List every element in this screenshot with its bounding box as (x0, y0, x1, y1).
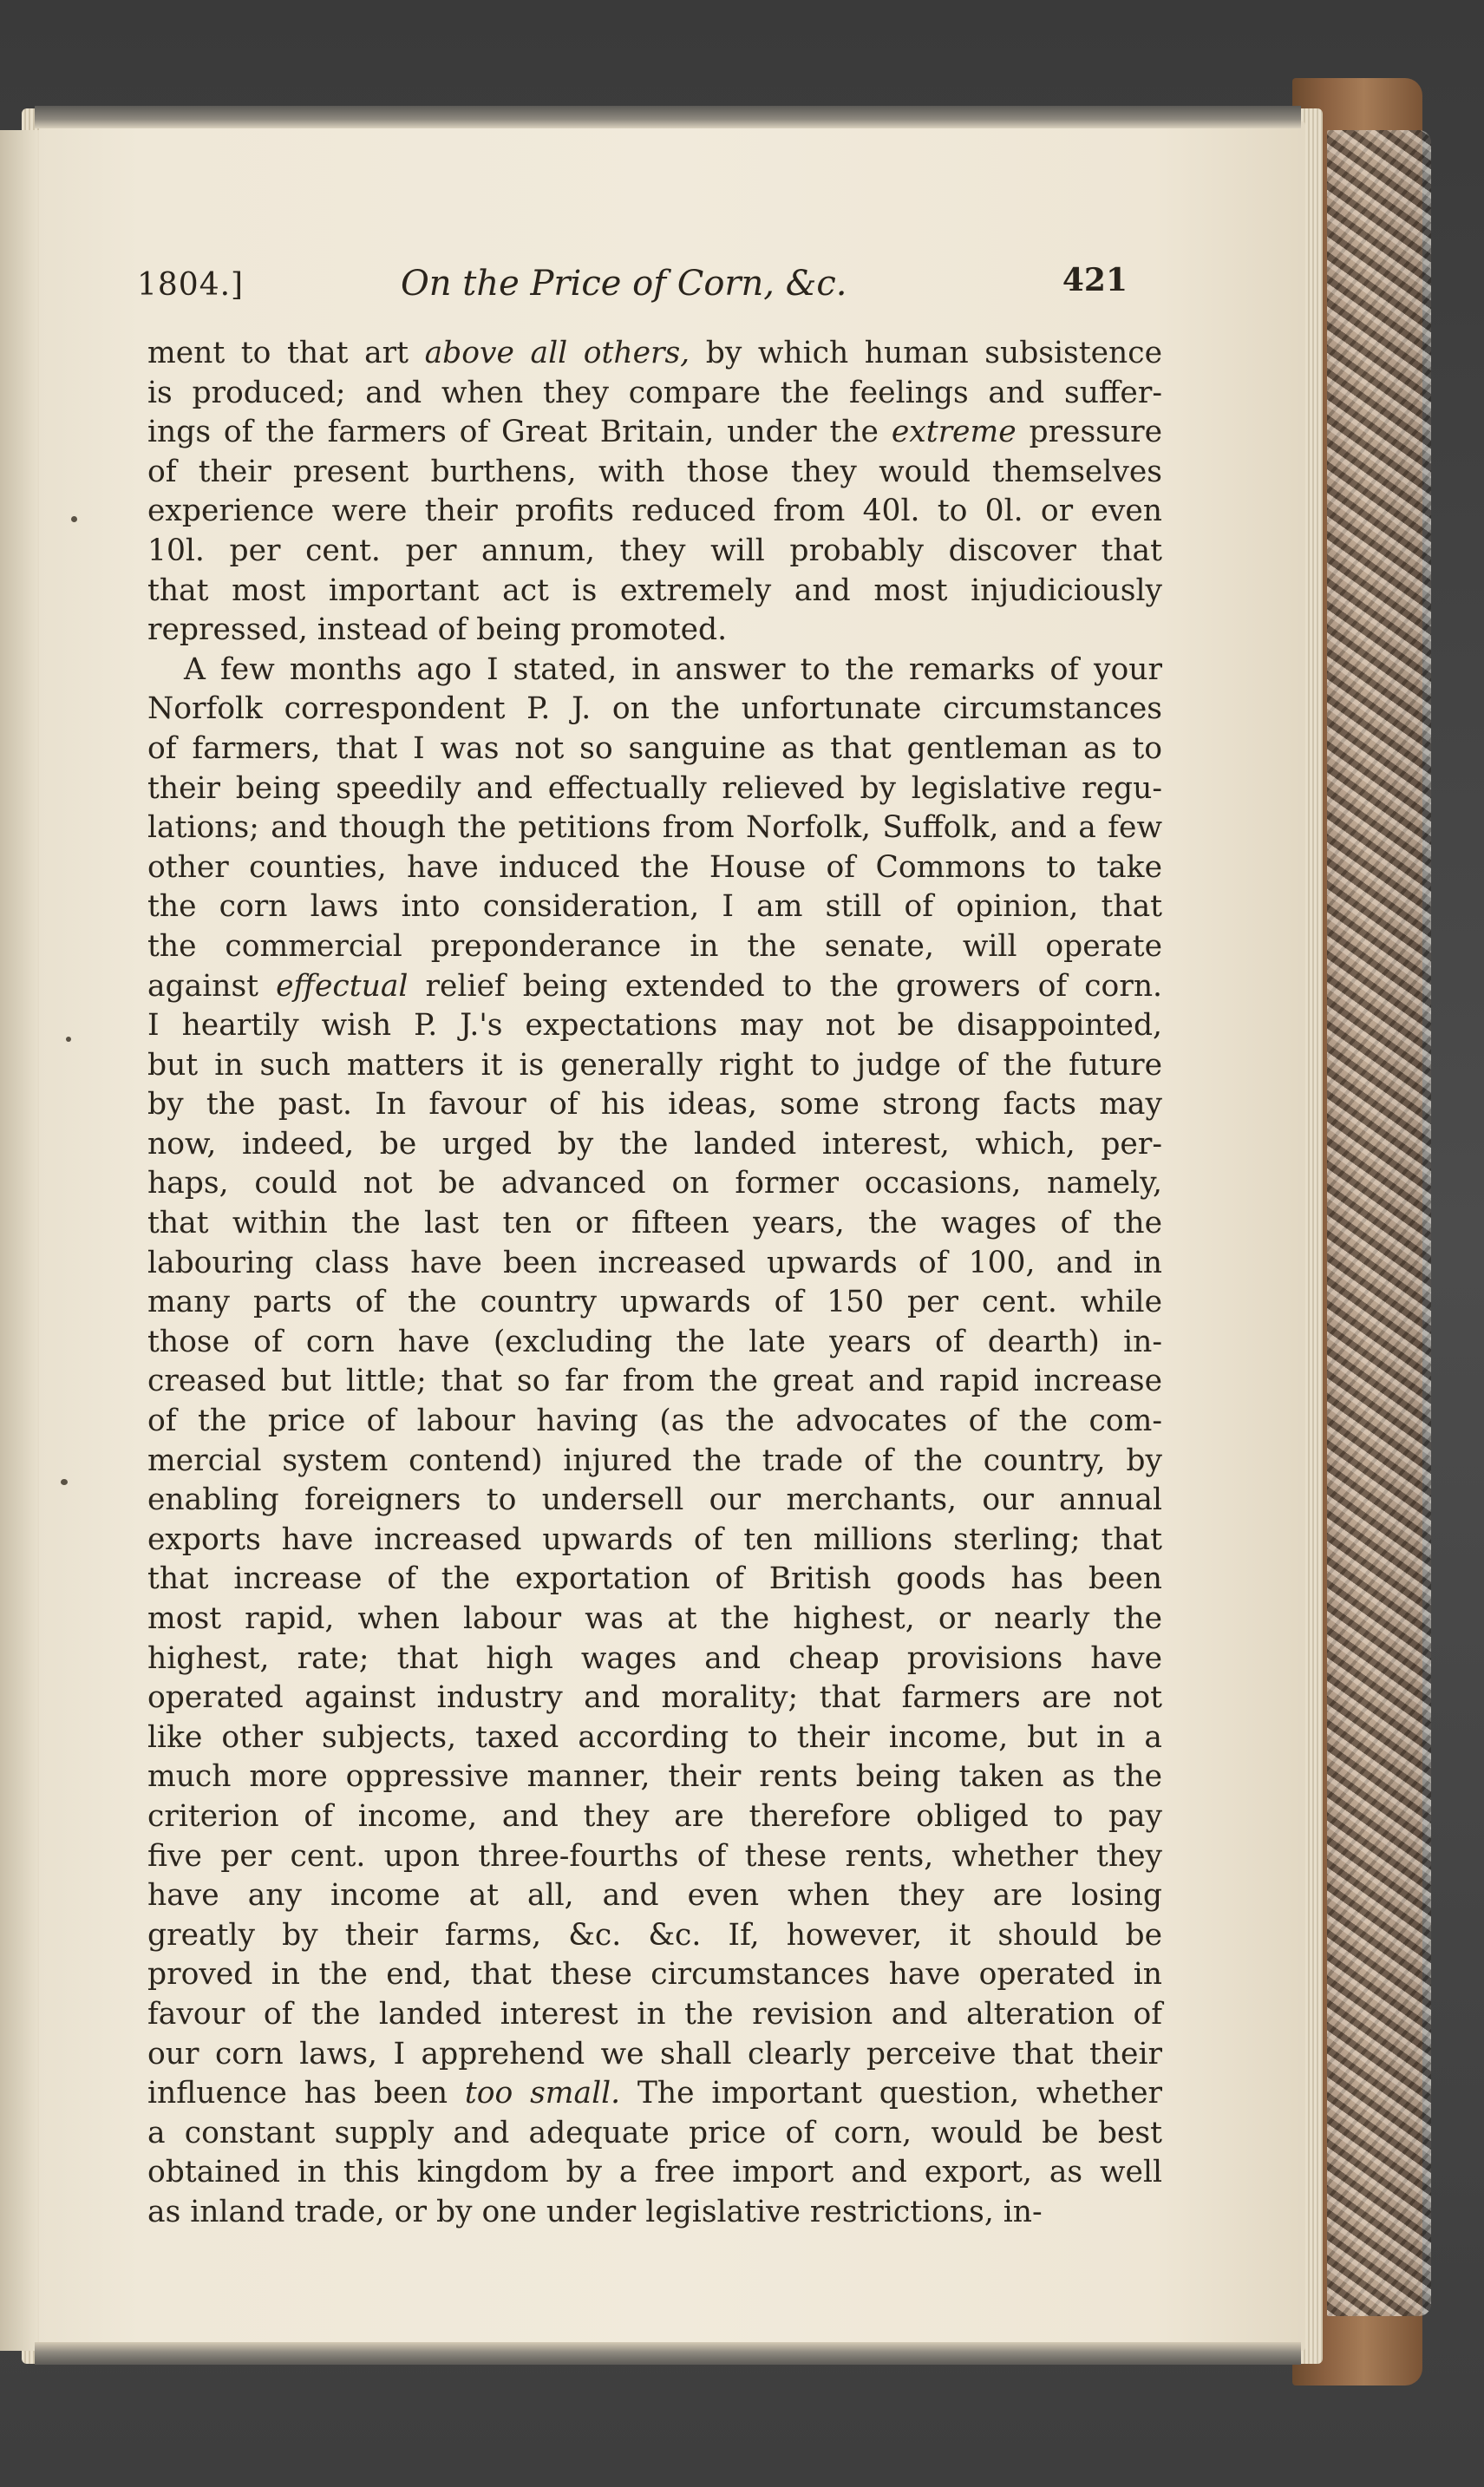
text-line (147, 651, 1162, 690)
text-segment: highest, rate; that high wages and cheap provisions have (147, 1640, 1162, 1676)
text-segment: that most important act is extremely and most injudiciously (147, 573, 1162, 608)
text-line (147, 1600, 1162, 1639)
text-line (147, 1718, 1162, 1758)
text-segment: by the past. In favour of his ideas, some strong facts may (147, 1087, 1162, 1122)
text-line (147, 1244, 1162, 1284)
text-line (147, 1164, 1162, 1204)
text-line (147, 2035, 1162, 2075)
page-speck (66, 1037, 71, 1042)
text-line (147, 1283, 1162, 1323)
text-segment: that increase of the exportation of British goods has been (147, 1561, 1162, 1597)
text-segment: obtained in this kingdom by a free import and export, as well (147, 2155, 1162, 2190)
text-segment: experience were their profits reduced from 40l. to 0l. or even (147, 494, 1162, 529)
text-segment: ings of the farmers of Great Britain, under the (147, 415, 892, 450)
text-segment: creased but little; that so far from the great and rapid increase (147, 1364, 1162, 1399)
text-line (147, 1916, 1162, 1956)
text-segment: favour of the landed interest in the revision and alteration of (147, 1996, 1162, 2032)
text-segment: have any income at all, and even when they are losing (147, 1878, 1162, 1914)
text-segment: our corn laws, I apprehend we shall clearly perceive that their (147, 2036, 1162, 2071)
text-line (147, 334, 1162, 374)
header-year: 1804.] (137, 267, 245, 303)
text-segment: as inland trade, or by one under legislative restrictions, in- (147, 2194, 1043, 2229)
marbled-cover-edge (1327, 130, 1431, 2316)
italic-text: effectual (276, 968, 409, 1004)
text-line (147, 1679, 1162, 1718)
text-segment: I heartily wish P. J.'s expectations may not be disappointed, (147, 1008, 1162, 1044)
text-segment: proved in the end, that these circumstances have operated in (147, 1957, 1162, 1993)
text-line (147, 611, 1162, 651)
text-line (147, 453, 1162, 493)
text-segment: labouring class have been increased upwards of 100, and in (147, 1245, 1162, 1280)
text-segment: pressure (1016, 415, 1162, 450)
text-line (147, 1481, 1162, 1521)
text-segment: lations; and though the petitions from Norfolk, Suffolk, and a few (147, 810, 1162, 846)
page-bottom-edge (35, 2342, 1301, 2365)
text-segment: many parts of the country upwards of 150 per cent. while (147, 1285, 1162, 1320)
text-line (147, 1402, 1162, 1442)
italic-text: too small. (464, 2076, 621, 2111)
text-line (147, 1837, 1162, 1877)
header-title: On the Price of Corn, &c. (401, 264, 847, 304)
text-line (147, 1046, 1162, 1086)
text-line (147, 887, 1162, 927)
text-line (147, 1521, 1162, 1561)
text-line (147, 1362, 1162, 1402)
text-segment: haps, could not be advanced on former occasions, namely, (147, 1166, 1162, 1201)
text-line (147, 2153, 1162, 2193)
text-line (147, 927, 1162, 967)
text-segment: by which human subsistence (690, 336, 1162, 370)
text-line (147, 2074, 1162, 2114)
text-line (147, 1797, 1162, 1837)
text-segment: like other subjects, taxed according to their income, but in a (147, 1719, 1162, 1755)
text-line (147, 730, 1162, 769)
article-body (147, 334, 1162, 2233)
text-segment: operated against industry and morality; that farmers are not (147, 1680, 1162, 1716)
text-segment: greatly by their farms, &c. &c. If, however, it should be (147, 1917, 1162, 1953)
text-line (147, 1757, 1162, 1797)
text-segment: repressed, instead of being promoted. (147, 612, 728, 648)
text-segment: Norfolk correspondent P. J. on the unfortunate circumstances (147, 691, 1162, 727)
text-segment: The important question, whether (620, 2076, 1162, 2111)
italic-text: above all others, (424, 336, 690, 370)
text-line (147, 1323, 1162, 1363)
page-speck (61, 1479, 68, 1485)
text-segment: is produced; and when they compare the feelings and suffer- (147, 375, 1162, 410)
text-segment: a constant supply and adequate price of corn, would be best (147, 2115, 1162, 2150)
text-segment: influence has been (147, 2076, 465, 2111)
page-top-edge (35, 106, 1301, 128)
text-segment: other counties, have induced the House of Commons to take (147, 849, 1162, 885)
text-segment: that within the last ten or fifteen years, the wages of the (147, 1206, 1162, 1241)
text-line (147, 1204, 1162, 1244)
text-segment: relief being extended to the growers of corn. (408, 968, 1163, 1004)
running-head (121, 260, 1136, 312)
text-line (147, 1006, 1162, 1046)
text-segment: of the price of labour having (as the advocates of the com- (147, 1404, 1162, 1439)
text-segment: five per cent. upon three-fourths of these rents, whether they (147, 1838, 1162, 1874)
text-line (147, 808, 1162, 848)
page-speck (71, 516, 77, 522)
text-line (147, 1639, 1162, 1679)
text-line (147, 690, 1162, 730)
text-segment: ment to that art (147, 336, 425, 370)
italic-text: extreme (891, 415, 1017, 450)
text-line (147, 492, 1162, 532)
text-segment: 10l. per cent. per annum, they will probably discover that (147, 533, 1162, 568)
text-line (147, 413, 1162, 453)
text-line (147, 1442, 1162, 1482)
text-segment: enabling foreigners to undersell our merchants, our annual (147, 1482, 1162, 1518)
text-segment: criterion of income, and they are therefore obliged to pay (147, 1798, 1162, 1834)
page-number: 421 (1062, 262, 1128, 298)
text-segment: those of corn have (excluding the late years of dearth) in- (147, 1324, 1162, 1359)
text-line (147, 1560, 1162, 1600)
text-segment: now, indeed, be urged by the landed interest, which, per- (147, 1126, 1162, 1162)
text-segment: most rapid, when labour was at the highest, or nearly the (147, 1601, 1162, 1636)
text-line (147, 769, 1162, 809)
text-segment: against (147, 968, 277, 1004)
text-line (147, 848, 1162, 888)
text-segment: the corn laws into consideration, I am still of opinion, that (147, 889, 1162, 925)
text-line (147, 532, 1162, 572)
text-segment: of their present burthens, with those they would themselves (147, 454, 1162, 489)
text-segment: the commercial preponderance in the senate, will operate (147, 928, 1162, 964)
text-line (147, 572, 1162, 612)
text-line (147, 1125, 1162, 1165)
text-segment: exports have increased upwards of ten millions sterling; that (147, 1522, 1162, 1557)
text-line (147, 1876, 1162, 1916)
text-line (147, 1085, 1162, 1125)
text-line (147, 374, 1162, 414)
text-line (147, 1955, 1162, 1995)
text-line (147, 2193, 1162, 2233)
text-segment: their being speedily and effectually relieved by legislative regu- (147, 770, 1162, 806)
text-line (147, 2114, 1162, 2154)
text-segment: of farmers, that I was not so sanguine as that gentleman as to (147, 730, 1162, 766)
text-segment: A few months ago I stated, in answer to the remarks of your (184, 651, 1162, 687)
text-segment: but in such matters it is generally right to judge of the future (147, 1047, 1162, 1083)
text-segment: mercial system contend) injured the trade of the country, by (147, 1443, 1162, 1478)
text-line (147, 967, 1162, 1007)
text-line (147, 1995, 1162, 2035)
text-segment: much more oppressive manner, their rents being taken as the (147, 1759, 1162, 1795)
